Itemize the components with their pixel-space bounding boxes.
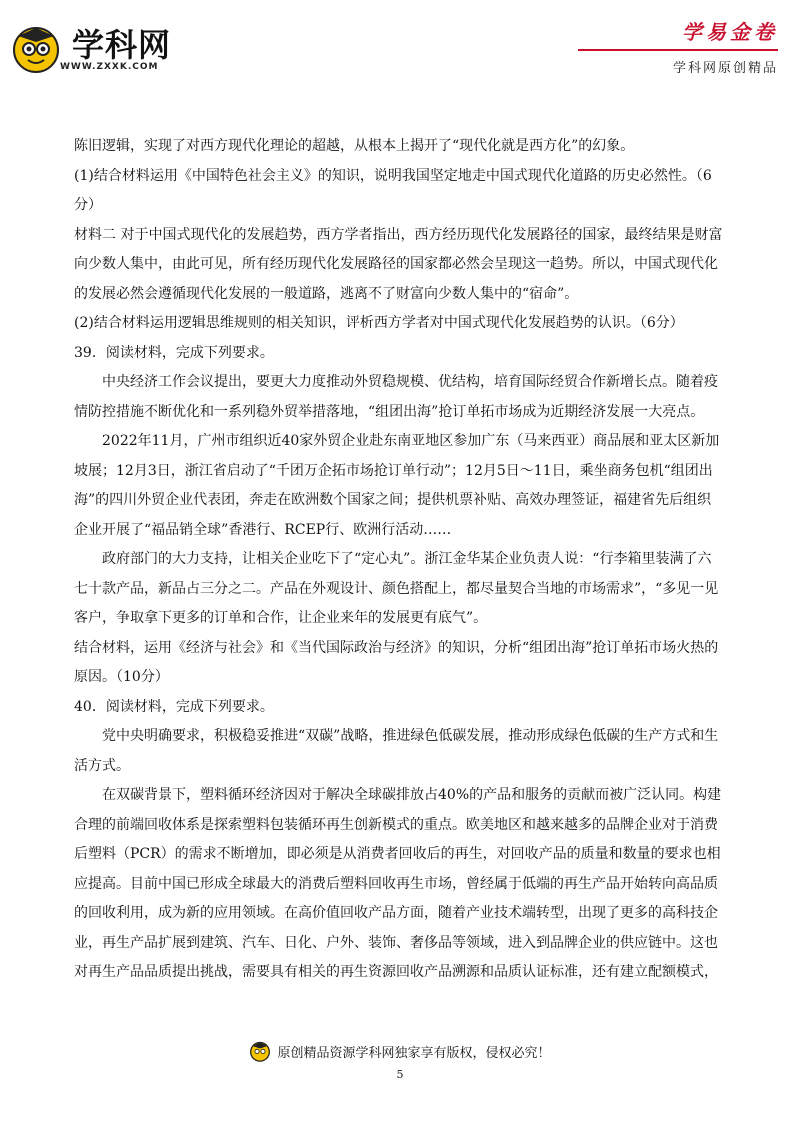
copyright-notice	[249, 1040, 550, 1062]
logo-name: 学科网	[72, 26, 172, 64]
page-footer	[0, 1040, 800, 1066]
question-39-heading: 39．阅读材料，完成下列要求。	[74, 344, 274, 361]
material-39-paragraph-2: 2022年11月，广州市组织近40家外贸企业赴东南亚地区参加广东（马来西亚）商品展和亚太区新加坡展；12月3日，浙江省启动了“千团万企拓市场抢订单行动”；12月5日～11日，乘坐商务包机“组团出海”的四川外贸企业代表团，奔走在欧洲数个国家之间；提供机票补贴、高效办理签证，福建省先后组织企业开展了“福品销全球”香港行、RCEP行、欧洲行活动……	[74, 433, 720, 538]
mascot-face-icon	[10, 22, 62, 74]
material-40-paragraph-1: 党中央明确要求，积极稳妥推进“双碳”战略，推进绿色低碳发展，推动形成绿色低碳的生产方式和生活方式。	[74, 728, 719, 774]
material-39-paragraph-3: 政府部门的大力支持，让相关企业吃下了“定心丸”。浙江金华某企业负责人说：“行李箱里装满了六七十款产品，新品占三分之二。产品在外观设计、颜色搭配上，都尽量契合当地的市场需求”，“多见一见客户，争取拿下更多的订单和合作，让企业来年的发展更有底气”。	[74, 551, 719, 626]
logo-url: WWW.ZXXK.COM	[60, 62, 159, 72]
question-38-1-score: 分）	[74, 197, 102, 213]
question-39-prompt: 结合材料，运用《经济与社会》和《当代国际政治与经济》的知识，分析“组团出海”抢订单拓市场火热的原因。（10分）	[74, 639, 719, 685]
copyright-text: 原创精品资源学科网独家享有版权，侵权必究！	[277, 1045, 551, 1061]
zxxk-logo[interactable]	[10, 18, 210, 80]
material-two: 材料二 对于中国式现代化的发展趋势，西方学者指出，西方经历现代化发展路径的国家，最终结果是财富向少数人集中，由此可见，所有经历现代化发展路径的国家都必然会呈现这一趋势。所以，中国式现代化的发展必然会遵循现代化发展的一般道路，逃离不了财富向少数人集中的“宿命”。	[74, 226, 723, 302]
question-38-2: (2)结合材料运用逻辑思维规则的相关知识，评析西方学者对中国式现代化发展趋势的认识。（6分）	[74, 315, 684, 331]
material-40-paragraph-2: 在双碳背景下，塑料循环经济因对于解决全球碳排放占40%的产品和服务的贡献而被广泛认同。构建合理的前端回收体系是探索塑料包装循环再生创新模式的重点。欧美地区和越来越多的品牌企业对于消费后塑料（PCR）的需求不断增加，即必须是从消费者回收后的再生，对回收产品的质量和数量的要求也相应提高。目前中国已形成全球最大的消费后塑料回收再生市场，曾经属于低端的再生产品开始转向高品质的回收利用，成为新的应用领域。在高价值回收产品方面，随着产业技术端转型，出现了更多的高科技企业，再生产品扩展到建筑、汽车、日化、户外、装饰、奢侈品等领域，进入到品牌企业的供应链中。这也对再生产品品质提出挑战，需要具有相关的再生资源回收产品溯源和品质认证标准，还有建立配额模式，	[74, 787, 722, 980]
material-39-paragraph-1: 中央经济工作会议提出，要更大力度推动外贸稳规模、优结构，培育国际经贸合作新增长点。随着疫情防控措施不断优化和一系列稳外贸举措落地，“组团出海”抢订单拓市场成为近期经济发展一大亮点。	[74, 374, 718, 420]
page-number: 5	[396, 1068, 404, 1081]
brand-block	[578, 16, 778, 76]
brand-divider	[578, 49, 778, 51]
mascot-small-icon	[249, 1040, 271, 1062]
question-40-heading: 40．阅读材料，完成下列要求。	[74, 698, 274, 715]
brand-subtitle: 学科网原创精品	[672, 61, 778, 76]
brand-title: 学易金卷	[682, 20, 778, 44]
question-38-1: (1)结合材料运用《中国特色社会主义》的知识，说明我国坚定地走中国式现代化道路的历史必然性。（6	[74, 167, 712, 184]
paragraph-intro-continuation: 陈旧逻辑，实现了对西方现代化理论的超越，从根本上揭开了“现代化就是西方化”的幻象。	[74, 138, 635, 154]
page-header	[0, 0, 800, 90]
document-body	[74, 132, 724, 988]
